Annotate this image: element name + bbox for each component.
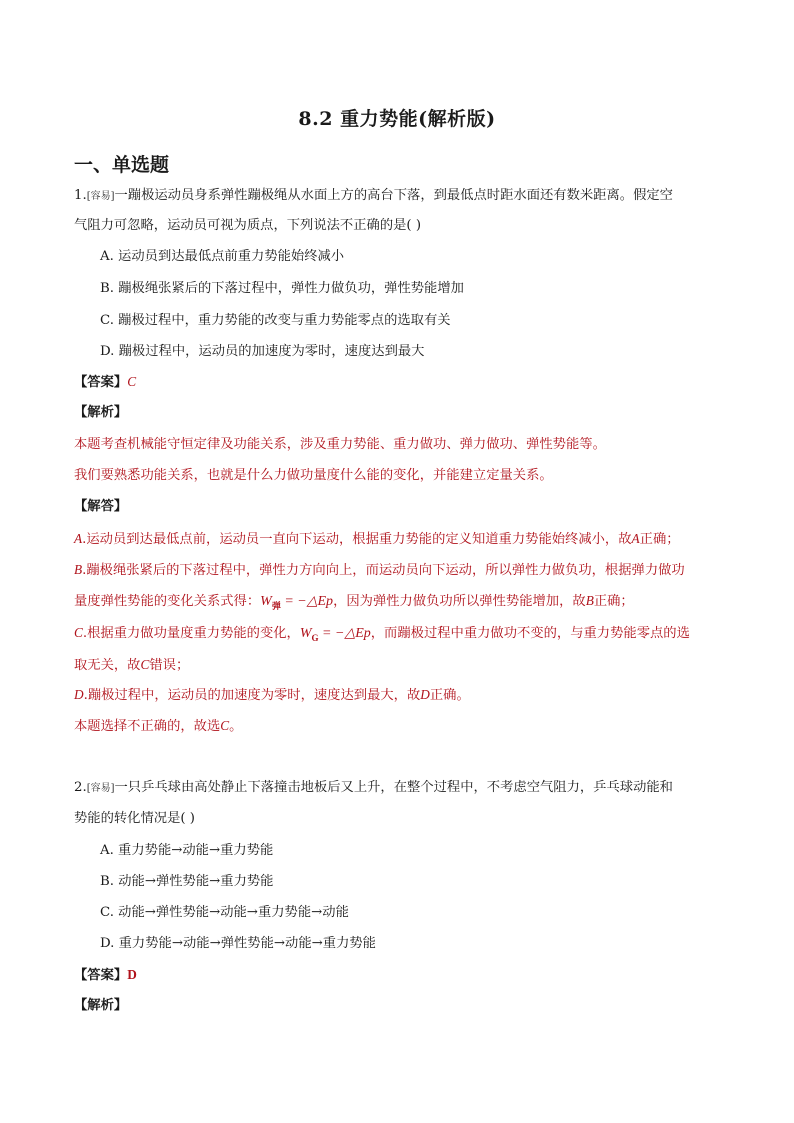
q1-answer-value: C (127, 374, 137, 389)
q2-stem-line2: 势能的转化情况是( ) (74, 811, 195, 826)
q1-solution-c2 (74, 656, 189, 675)
sol-c-formula-w: W (299, 626, 312, 641)
q1-option-d: D. 蹦极过程中，运动员的加速度为零时，速度达到最大 (100, 344, 425, 359)
conclusion-text: 本题选择不正确的，故选 (74, 719, 221, 734)
q1-solution-b2 (74, 592, 634, 615)
q1-solution-d (74, 686, 470, 705)
q1-solution-c1 (74, 624, 690, 647)
q1-stem-text1: 一蹦极运动员身系弹性蹦极绳从水面上方的高台下落，到最低点时距水面还有数米距离。假定空 (114, 188, 673, 203)
q2-answer (74, 966, 137, 985)
sol-b-letter: B (74, 562, 83, 577)
q1-stem-line2: 气阻力可忽略，运动员可视为质点，下列说法不正确的是( ) (74, 218, 422, 233)
sol-a-ref: A (631, 531, 640, 546)
conclusion-end: 。 (229, 719, 243, 734)
page-title: 8.2 重力势能(解析版) (298, 108, 496, 130)
q1-analysis-line1: 本题考查机械能守恒定律及功能关系，涉及重力势能、重力做功、弹力做功、弹性势能等。 (74, 437, 606, 452)
sol-a-end: 正确； (639, 532, 680, 547)
sol-b-formula-w: W (260, 594, 272, 609)
q1-answer (74, 373, 136, 392)
sol-c-formula-rest: = −△Ep (318, 626, 371, 641)
q2-answer-value: D (127, 967, 137, 982)
sol-c-letter: C (74, 625, 83, 640)
sol-c-end: 错误； (149, 658, 190, 673)
sol-b-end: 正确； (593, 594, 634, 609)
q2-number: 2. (74, 780, 87, 795)
q2-option-c: C. 动能→弹性势能→动能→重力势能→动能 (100, 905, 349, 920)
q1-option-c: C. 蹦极过程中，重力势能的改变与重力势能零点的选取有关 (100, 313, 451, 328)
sol-d-end: 正确。 (429, 688, 470, 703)
q1-stem-line1 (74, 187, 673, 206)
sol-c-text2: ，而蹦极过程中重力做功不变的，与重力势能零点的选 (370, 626, 690, 641)
sol-b-ref: B (585, 593, 594, 608)
section-heading: 一、单选题 (74, 154, 170, 176)
conclusion-ref: C (220, 718, 230, 733)
q2-stem-line1 (74, 779, 673, 798)
sol-c-text3: 取无关，故 (74, 658, 141, 673)
q2-answer-label: 【答案】 (74, 968, 128, 983)
sol-b-formula (260, 594, 333, 609)
q1-answer-label: 【答案】 (74, 375, 128, 390)
q1-option-a: A. 运动员到达最低点前重力势能始终减小 (100, 249, 345, 264)
q2-option-b: B. 动能→弹性势能→重力势能 (100, 874, 274, 889)
q2-option-d: D. 重力势能→动能→弹性势能→动能→重力势能 (100, 936, 376, 951)
sol-b-text3: ，因为弹性力做负功所以弹性势能增加，故 (333, 594, 586, 609)
q1-analysis-label: 【解析】 (74, 405, 128, 420)
q1-number: 1. (74, 188, 87, 203)
q1-analysis-line2: 我们要熟悉功能关系，也就是什么力做功量度什么能的变化，并能建立定量关系。 (74, 468, 553, 483)
sol-c-ref: C (140, 657, 150, 672)
q1-option-b: B. 蹦极绳张紧后的下落过程中，弹性力做负功，弹性势能增加 (100, 281, 464, 296)
sol-d-ref: D (420, 687, 430, 702)
sol-b-formula-sub: 弹 (271, 600, 281, 611)
sol-a-text: .运动员到达最低点前，运动员一直向下运动，根据重力势能的定义知道重力势能始终减小，故 (82, 532, 632, 547)
sol-c-text1: .根据重力做功量度重力势能的变化， (82, 626, 300, 641)
q2-stem-text1: 一只乒乓球由高处静止下落撞击地板后又上升，在整个过程中，不考虑空气阻力，乒乓球动能和 (114, 780, 673, 795)
sol-b-text1: .蹦极绳张紧后的下落过程中，弹性力方向向上，而运动员向下运动，所以弹性力做负功，根据弹力做功 (82, 563, 685, 578)
q2-difficulty-tag: [容易] (86, 783, 115, 794)
q1-solution-b1 (74, 561, 685, 580)
sol-b-formula-rest: = −△Ep (280, 594, 334, 609)
q1-solution-a (74, 530, 680, 549)
sol-a-letter: A (74, 531, 83, 546)
sol-c-formula-sub: G (311, 632, 319, 643)
q1-solution-label: 【解答】 (74, 499, 128, 514)
q2-analysis-label: 【解析】 (74, 998, 128, 1013)
sol-d-letter: D (74, 687, 84, 702)
q1-conclusion (74, 717, 242, 736)
sol-b-text2: 量度弹性势能的变化关系式得： (74, 594, 261, 609)
q2-option-a: A. 重力势能→动能→重力势能 (100, 843, 274, 858)
sol-c-formula (300, 626, 371, 641)
q1-difficulty-tag: [容易] (86, 191, 115, 202)
sol-d-text: .蹦极过程中，运动员的加速度为零时，速度达到最大，故 (83, 688, 421, 703)
